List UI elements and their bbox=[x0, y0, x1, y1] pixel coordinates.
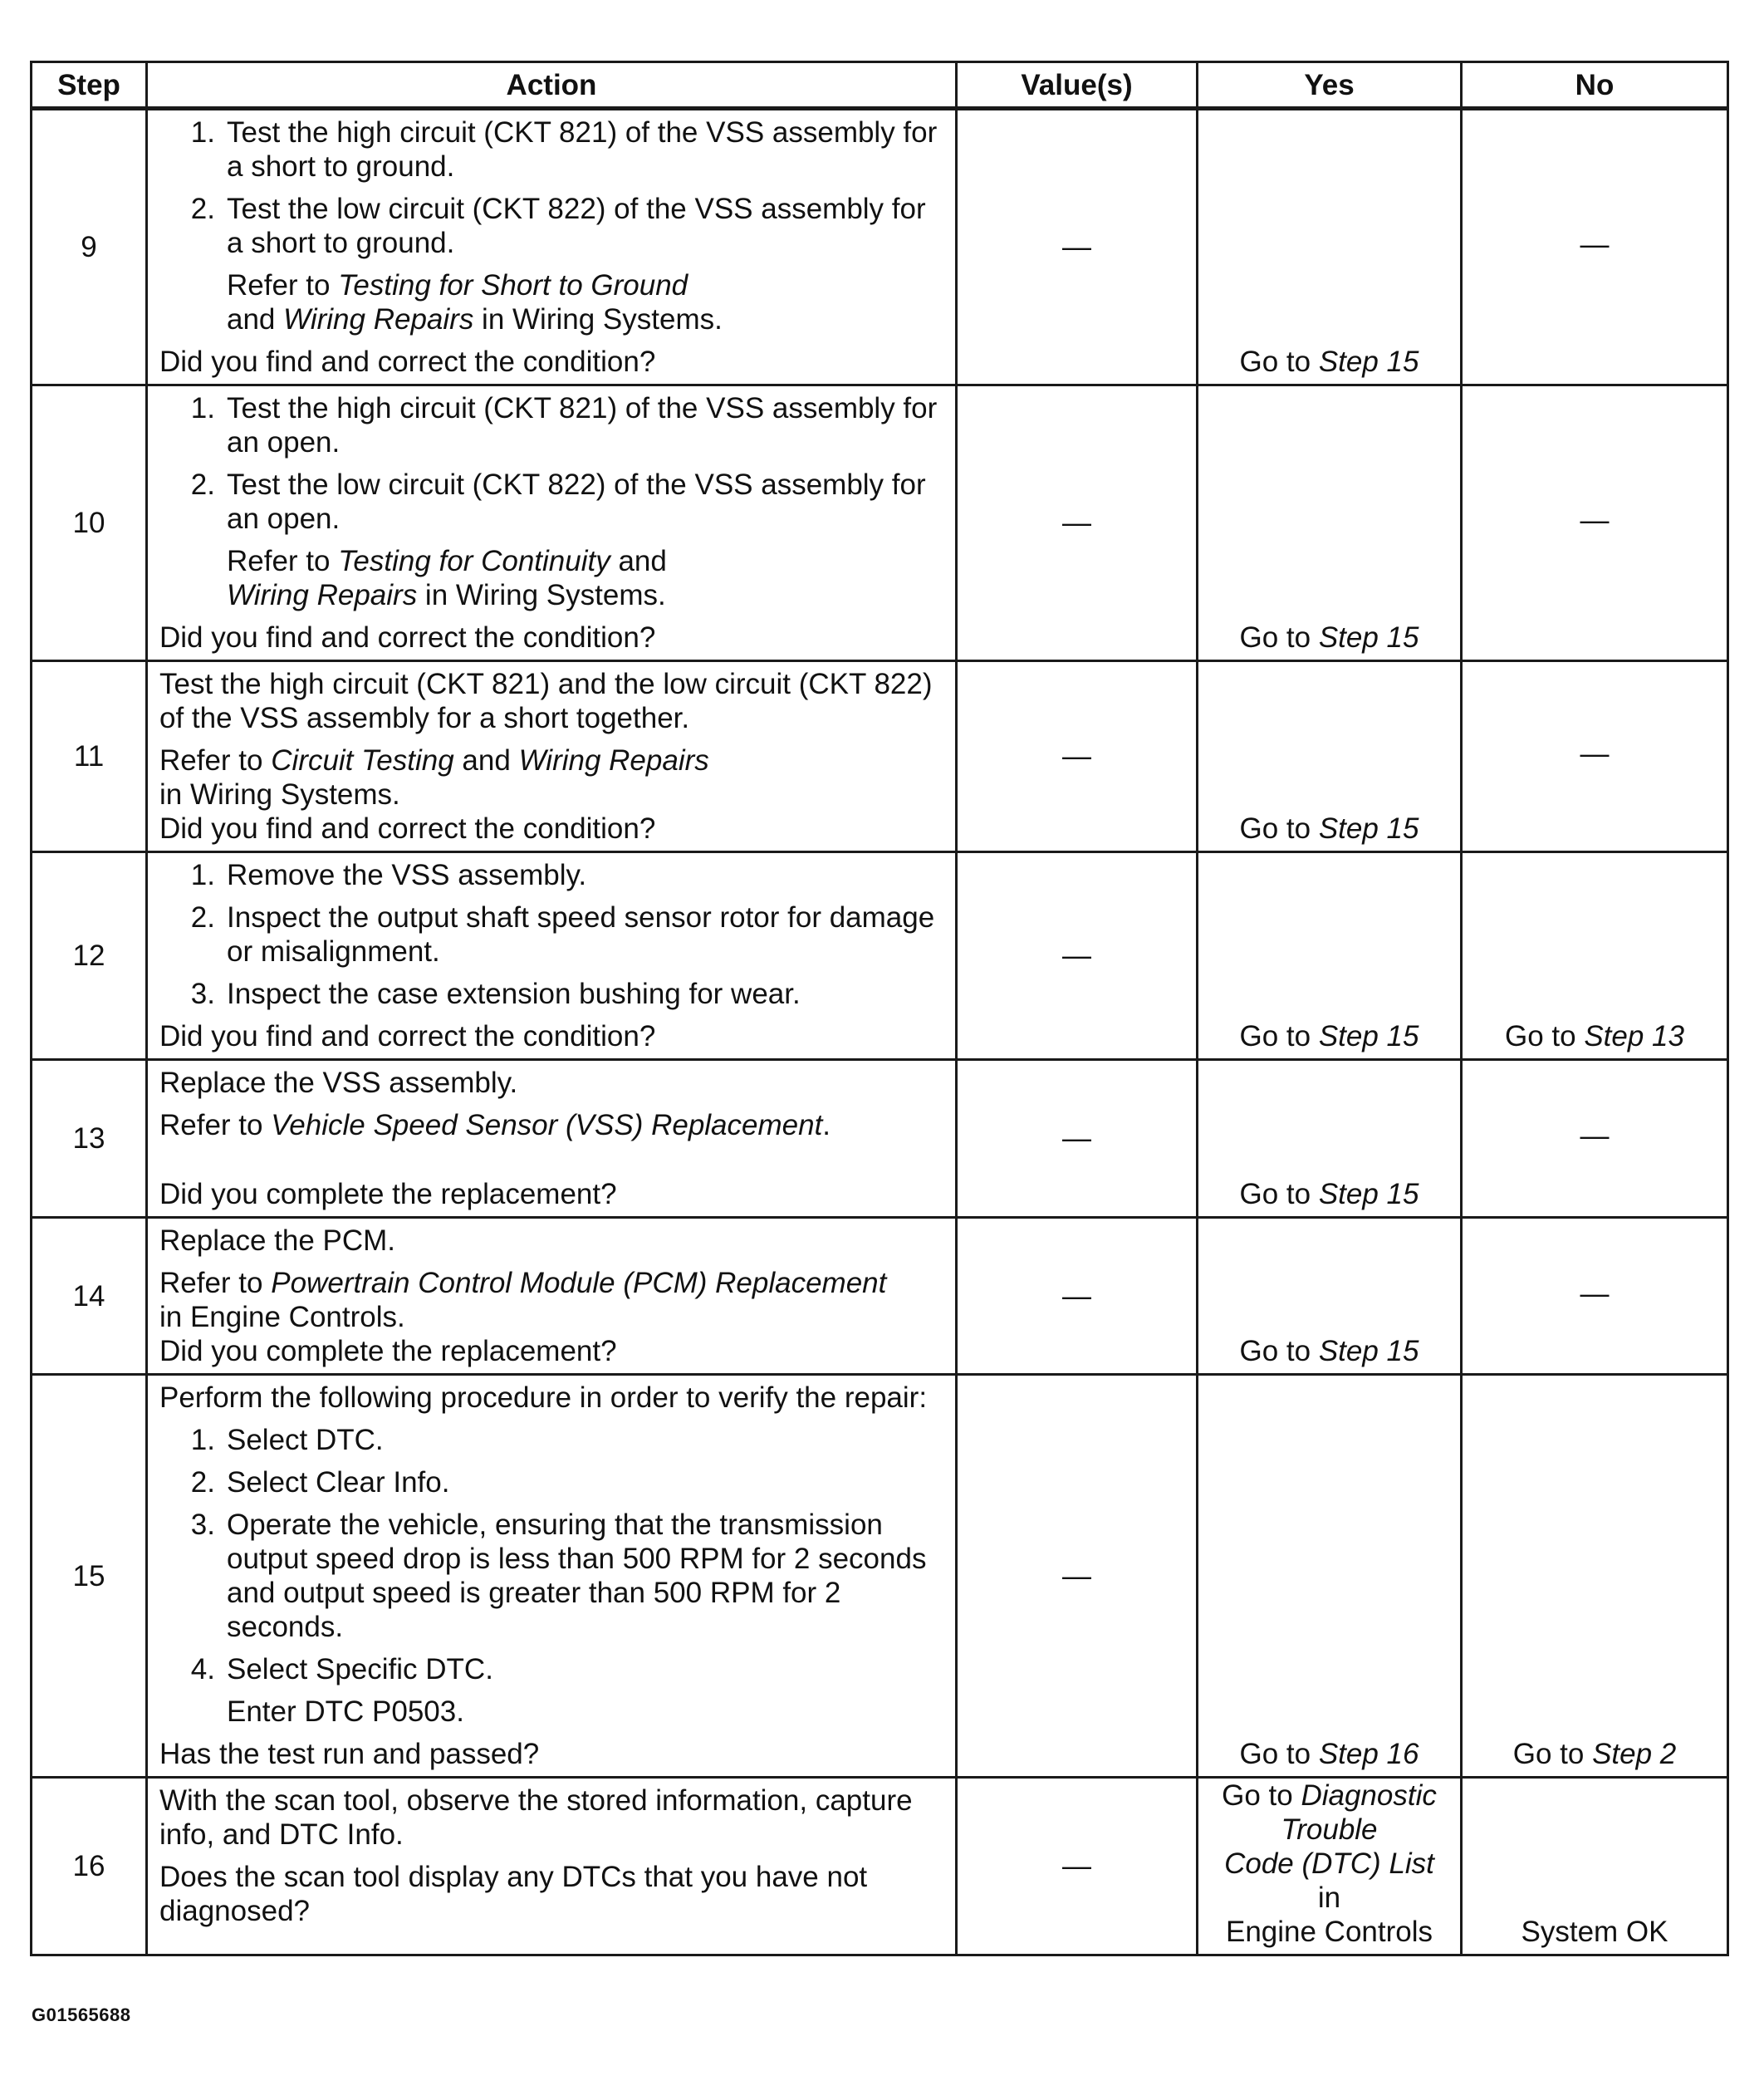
action-question bbox=[159, 621, 943, 655]
table-row bbox=[32, 109, 1728, 385]
text-run: and bbox=[227, 303, 284, 336]
text-run: Go to bbox=[1505, 1020, 1585, 1052]
no-cell bbox=[1462, 1060, 1728, 1218]
step-number: 10 bbox=[32, 385, 147, 661]
action-question bbox=[159, 1860, 943, 1928]
value-cell: — bbox=[957, 109, 1198, 385]
text-run: Did you complete the replacement? bbox=[159, 1178, 617, 1210]
value-cell: — bbox=[957, 1375, 1198, 1778]
action-cell bbox=[147, 1375, 957, 1778]
text-run: Go to bbox=[1239, 812, 1319, 845]
list-item-text: Select Clear Info. bbox=[227, 1466, 450, 1499]
text-run: in Engine Controls. bbox=[159, 1301, 405, 1333]
text-run: — bbox=[1580, 1277, 1610, 1310]
text-run: Go to bbox=[1239, 1178, 1319, 1210]
list-item bbox=[159, 192, 943, 260]
no-cell bbox=[1462, 1778, 1728, 1955]
list-item-number: 2. bbox=[190, 1466, 215, 1499]
text-run: Perform the following procedure in order to verify the repair: bbox=[159, 1381, 928, 1414]
value-cell: — bbox=[957, 1218, 1198, 1375]
text-run: Refer to bbox=[159, 744, 272, 777]
action-paragraph bbox=[159, 1224, 943, 1258]
text-run: in Wiring Systems. bbox=[473, 303, 723, 336]
text-run: Go to bbox=[1239, 1738, 1319, 1770]
no-cell bbox=[1462, 109, 1728, 385]
reference-text: Wiring Repairs bbox=[227, 579, 418, 611]
yes-cell bbox=[1198, 661, 1462, 852]
text-run: in Wiring Systems. bbox=[417, 579, 666, 611]
action-cell bbox=[147, 1218, 957, 1375]
text-run: in Wiring Systems. bbox=[159, 778, 400, 811]
list-item-number: 1. bbox=[190, 116, 215, 149]
list-item-text: Test the high circuit (CKT 821) of the VSS assembly for an open. bbox=[227, 392, 938, 459]
action-cell bbox=[147, 661, 957, 852]
list-item-text: Select DTC. bbox=[227, 1424, 384, 1456]
text-run: in bbox=[1317, 1882, 1341, 1914]
list-item bbox=[159, 858, 943, 892]
no-cell bbox=[1462, 1375, 1728, 1778]
reference-text: Circuit Testing bbox=[271, 744, 454, 777]
text-run: Engine Controls bbox=[1225, 1916, 1433, 1948]
step-number: 11 bbox=[32, 661, 147, 852]
text-run: Does the scan tool display any DTCs that you have not diagnosed? bbox=[159, 1861, 868, 1927]
list-item bbox=[159, 900, 943, 969]
header-no: No bbox=[1462, 62, 1728, 109]
text-run: Refer to bbox=[159, 1267, 272, 1299]
list-item-text: Test the high circuit (CKT 821) of the VSS assembly for a short to ground. bbox=[227, 116, 938, 183]
reference-note bbox=[159, 544, 943, 612]
text-run: — bbox=[1580, 1120, 1610, 1152]
action-question bbox=[159, 345, 943, 379]
spacer bbox=[159, 1151, 943, 1177]
text-run: Did you find and correct the condition? bbox=[159, 1020, 656, 1052]
reference-text: Step 13 bbox=[1584, 1020, 1684, 1052]
text-run: Refer to bbox=[227, 269, 339, 302]
list-item-text: Test the low circuit (CKT 822) of the VSS assembly for an open. bbox=[227, 469, 926, 535]
value-cell: — bbox=[957, 1778, 1198, 1955]
text-run: — bbox=[1580, 504, 1610, 537]
value-cell: — bbox=[957, 852, 1198, 1060]
text-run: Replace the VSS assembly. bbox=[159, 1067, 518, 1099]
text-run: Refer to bbox=[227, 545, 339, 577]
list-item-number: 2. bbox=[190, 901, 215, 934]
table-row bbox=[32, 1218, 1728, 1375]
action-question bbox=[159, 812, 943, 846]
list-item bbox=[159, 1423, 943, 1457]
list-item-text: Select Specific DTC. bbox=[227, 1653, 493, 1685]
step-number: 13 bbox=[32, 1060, 147, 1218]
text-run: Go to bbox=[1239, 1020, 1319, 1052]
table-body bbox=[32, 109, 1728, 1955]
step-number: 9 bbox=[32, 109, 147, 385]
reference-text: Testing for Continuity bbox=[338, 545, 610, 577]
header-step: Step bbox=[32, 62, 147, 109]
reference-text: Testing for Short to Ground bbox=[338, 269, 688, 302]
reference-text: Step 15 bbox=[1318, 1178, 1419, 1210]
reference-text: Wiring Repairs bbox=[518, 744, 709, 777]
table-header-row bbox=[32, 62, 1728, 109]
action-cell bbox=[147, 852, 957, 1060]
reference-note bbox=[159, 268, 943, 336]
text-run: . bbox=[822, 1109, 831, 1141]
reference-text: Step 15 bbox=[1318, 346, 1419, 378]
text-run: Replace the PCM. bbox=[159, 1224, 396, 1257]
action-cell bbox=[147, 385, 957, 661]
table-row bbox=[32, 385, 1728, 661]
text-run: — bbox=[1580, 738, 1610, 770]
reference-note bbox=[159, 1695, 943, 1729]
list-item-text: Remove the VSS assembly. bbox=[227, 859, 587, 891]
yes-cell bbox=[1198, 1778, 1462, 1955]
text-run: Go to bbox=[1222, 1779, 1301, 1812]
yes-cell bbox=[1198, 1218, 1462, 1375]
list-item-number: 4. bbox=[190, 1653, 215, 1685]
diagnostic-step-table bbox=[30, 61, 1729, 1956]
step-number: 15 bbox=[32, 1375, 147, 1778]
reference-text: Step 15 bbox=[1318, 1020, 1419, 1052]
yes-cell bbox=[1198, 1375, 1462, 1778]
reference-text: Trouble bbox=[1281, 1813, 1378, 1846]
text-run: Has the test run and passed? bbox=[159, 1738, 540, 1770]
text-run: and bbox=[610, 545, 667, 577]
step-number: 14 bbox=[32, 1218, 147, 1375]
list-item-text: Inspect the case extension bushing for wear. bbox=[227, 978, 801, 1010]
no-cell bbox=[1462, 661, 1728, 852]
action-question bbox=[159, 1019, 943, 1053]
action-list bbox=[159, 858, 943, 1011]
reference-text: Wiring Repairs bbox=[283, 303, 474, 336]
step-number: 12 bbox=[32, 852, 147, 1060]
no-cell bbox=[1462, 852, 1728, 1060]
reference-text: Step 16 bbox=[1318, 1738, 1419, 1770]
action-cell bbox=[147, 109, 957, 385]
text-run: Did you find and correct the condition? bbox=[159, 346, 656, 378]
action-paragraph bbox=[159, 1381, 943, 1415]
action-paragraph bbox=[159, 743, 943, 812]
action-list bbox=[159, 115, 943, 260]
list-item-number: 2. bbox=[190, 193, 215, 225]
list-item-number: 3. bbox=[190, 1509, 215, 1541]
reference-text: Diagnostic bbox=[1301, 1779, 1437, 1812]
list-item-number: 1. bbox=[190, 392, 215, 424]
list-item-number: 1. bbox=[190, 1424, 215, 1456]
action-list bbox=[159, 391, 943, 536]
text-run: Did you find and correct the condition? bbox=[159, 812, 656, 845]
header-yes: Yes bbox=[1198, 62, 1462, 109]
table-row bbox=[32, 1060, 1728, 1218]
text-run: Did you complete the replacement? bbox=[159, 1335, 617, 1367]
text-run: Test the high circuit (CKT 821) and the low circuit (CKT 822) of the VSS assembly for a short together. bbox=[159, 668, 933, 734]
table-row bbox=[32, 661, 1728, 852]
list-item bbox=[159, 468, 943, 536]
value-cell: — bbox=[957, 385, 1198, 661]
action-paragraph bbox=[159, 1066, 943, 1100]
reference-text: Step 15 bbox=[1318, 812, 1419, 845]
reference-text: Code (DTC) List bbox=[1224, 1847, 1434, 1880]
value-cell: — bbox=[957, 1060, 1198, 1218]
text-run: — bbox=[1580, 228, 1610, 261]
yes-cell bbox=[1198, 385, 1462, 661]
action-question bbox=[159, 1177, 943, 1211]
action-cell bbox=[147, 1060, 957, 1218]
value-cell: — bbox=[957, 661, 1198, 852]
step-number: 16 bbox=[32, 1778, 147, 1955]
action-paragraph bbox=[159, 667, 943, 735]
header-values: Value(s) bbox=[957, 62, 1198, 109]
list-item bbox=[159, 977, 943, 1011]
reference-text: Step 15 bbox=[1318, 621, 1419, 654]
text-run: System OK bbox=[1521, 1916, 1668, 1948]
list-item bbox=[159, 391, 943, 459]
list-item-number: 1. bbox=[190, 859, 215, 891]
action-paragraph bbox=[159, 1108, 943, 1142]
list-item-text: Inspect the output shaft speed sensor rotor for damage or misalignment. bbox=[227, 901, 935, 968]
reference-text: Powertrain Control Module (PCM) Replacement bbox=[271, 1267, 887, 1299]
no-cell bbox=[1462, 1218, 1728, 1375]
action-cell bbox=[147, 1778, 957, 1955]
table-row bbox=[32, 1778, 1728, 1955]
yes-cell bbox=[1198, 1060, 1462, 1218]
text-run: Refer to bbox=[159, 1109, 272, 1141]
text-run: Go to bbox=[1239, 346, 1319, 378]
action-paragraph bbox=[159, 1266, 943, 1334]
list-item-number: 3. bbox=[190, 978, 215, 1010]
text-run: With the scan tool, observe the stored information, capture info, and DTC Info. bbox=[159, 1784, 913, 1851]
action-list bbox=[159, 1423, 943, 1686]
reference-text: Step 2 bbox=[1592, 1738, 1677, 1770]
list-item-text: Operate the vehicle, ensuring that the transmission output speed drop is less than 500 RPM for 2 seconds and output speed is greater than 500 RPM for 2 seconds. bbox=[227, 1509, 927, 1643]
yes-cell bbox=[1198, 852, 1462, 1060]
text-run: Enter DTC P0503. bbox=[227, 1695, 464, 1728]
no-cell bbox=[1462, 385, 1728, 661]
action-question bbox=[159, 1737, 943, 1771]
text-run: and bbox=[453, 744, 519, 777]
yes-cell bbox=[1198, 109, 1462, 385]
list-item bbox=[159, 115, 943, 184]
action-paragraph bbox=[159, 1784, 943, 1852]
list-item-text: Test the low circuit (CKT 822) of the VSS assembly for a short to ground. bbox=[227, 193, 926, 259]
text-run: Go to bbox=[1239, 621, 1319, 654]
table-row bbox=[32, 1375, 1728, 1778]
table-row bbox=[32, 852, 1728, 1060]
text-run: Go to bbox=[1239, 1335, 1319, 1367]
list-item-number: 2. bbox=[190, 469, 215, 501]
action-question bbox=[159, 1334, 943, 1368]
text-run: Go to bbox=[1512, 1738, 1593, 1770]
list-item bbox=[159, 1652, 943, 1686]
list-item bbox=[159, 1465, 943, 1499]
text-run: Did you find and correct the condition? bbox=[159, 621, 656, 654]
header-action: Action bbox=[147, 62, 957, 109]
figure-id: G01565688 bbox=[32, 2004, 131, 2025]
reference-text: Step 15 bbox=[1318, 1335, 1419, 1367]
list-item bbox=[159, 1508, 943, 1644]
reference-text: Vehicle Speed Sensor (VSS) Replacement bbox=[271, 1109, 823, 1141]
